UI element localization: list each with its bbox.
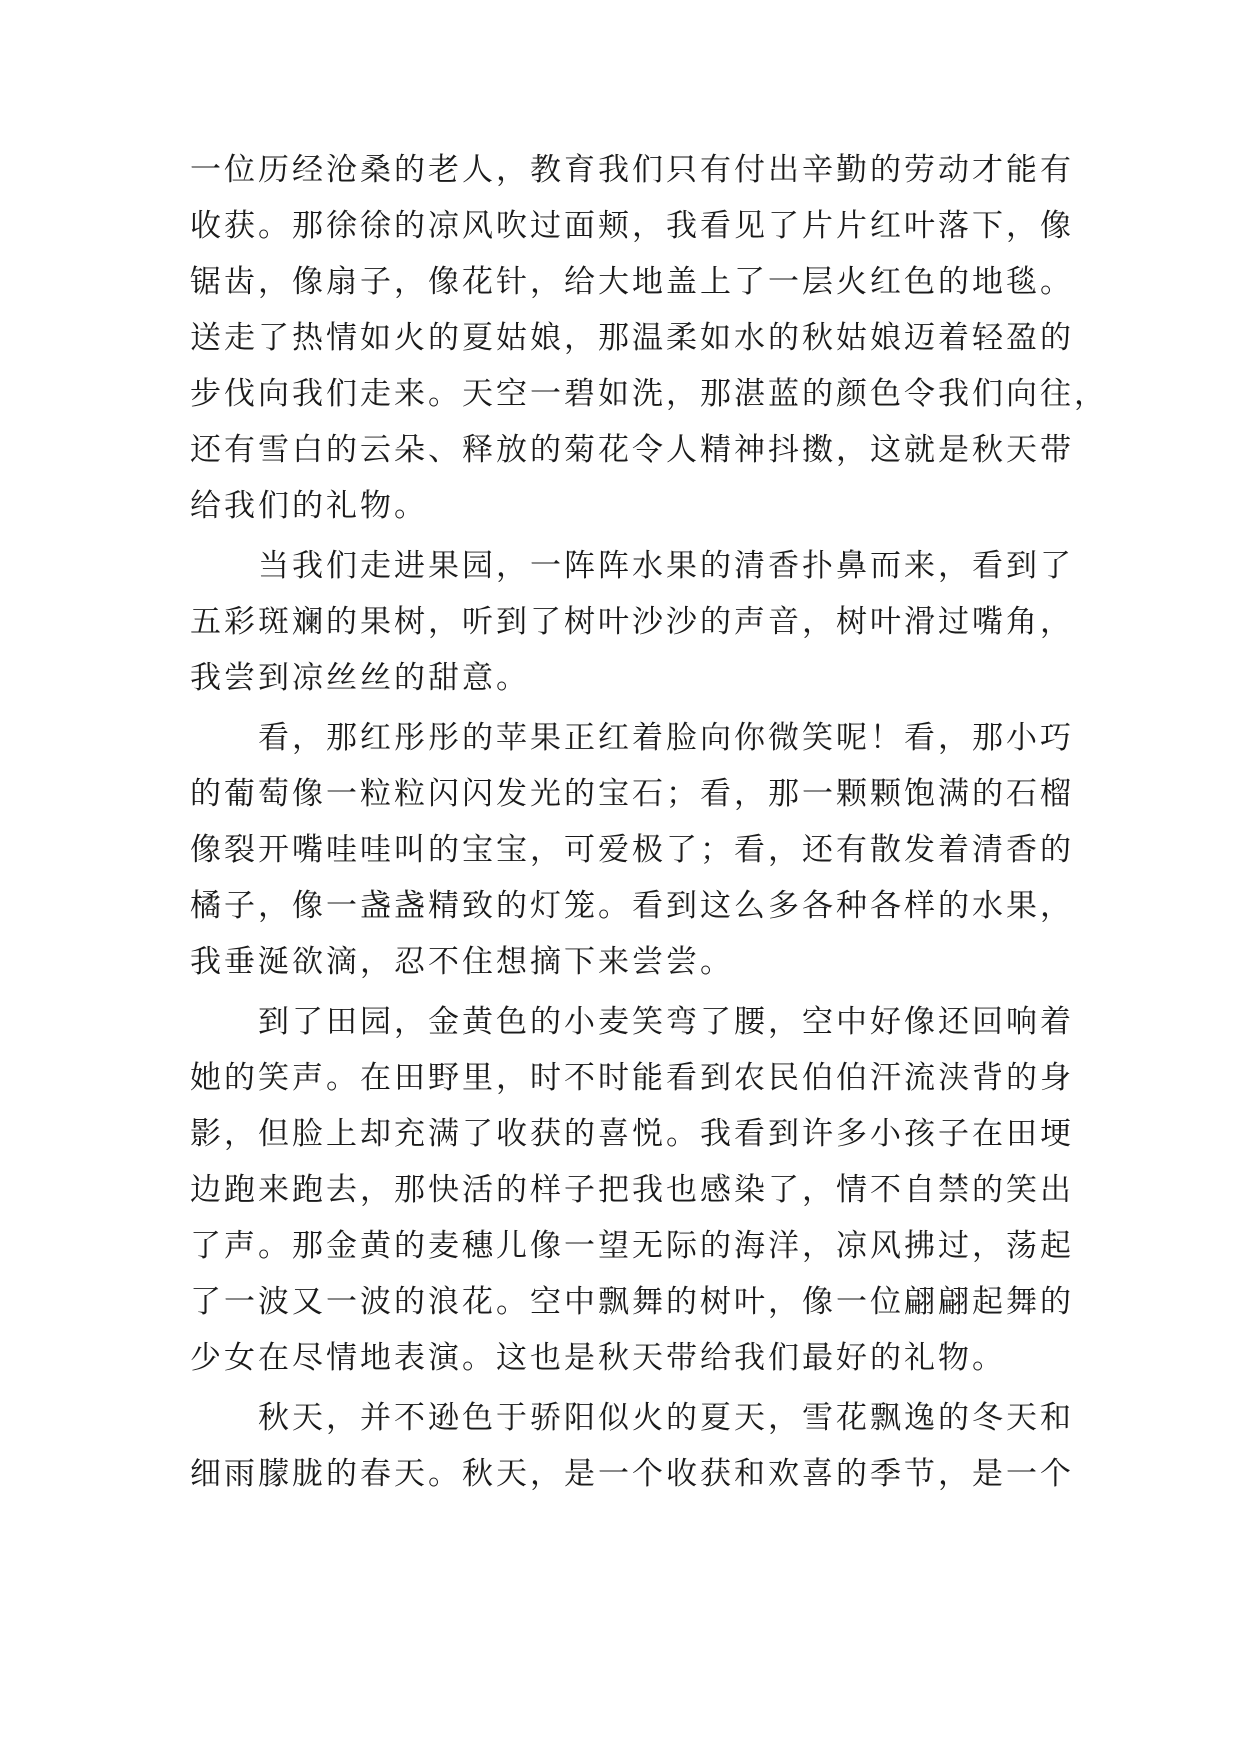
text-line: 了一波又一波的浪花。空中飘舞的树叶，像一位翩翩起舞的 [190,1284,1074,1320]
text-line: 五彩斑斓的果树，听到了树叶沙沙的声音，树叶滑过嘴角， [190,604,1074,640]
text-line: 一位历经沧桑的老人，教育我们只有付出辛勤的劳动才能有 [190,152,1074,188]
text-line: 秋天，并不逊色于骄阳似火的夏天，雪花飘逸的冬天和 [190,1400,1074,1436]
text-line: 的葡萄像一粒粒闪闪发光的宝石；看，那一颗颗饱满的石榴 [190,776,1074,812]
text-line: 影，但脸上却充满了收获的喜悦。我看到许多小孩子在田埂 [190,1116,1074,1152]
text-line: 边跑来跑去，那快活的样子把我也感染了，情不自禁的笑出 [190,1172,1074,1208]
text-line: 橘子，像一盏盏精致的灯笼。看到这么多各种各样的水果， [190,888,1074,924]
text-line: 当我们走进果园，一阵阵水果的清香扑鼻而来，看到了 [190,548,1074,584]
text-line: 锯齿，像扇子，像花针，给大地盖上了一层火红色的地毯。 [190,264,1074,300]
text-line: 我尝到凉丝丝的甜意。 [190,660,530,696]
text-line: 我垂涎欲滴，忍不住想摘下来尝尝。 [190,944,734,980]
text-line: 了声。那金黄的麦穗儿像一望无际的海洋，凉风拂过，荡起 [190,1228,1074,1264]
text-line: 到了田园，金黄色的小麦笑弯了腰，空中好像还回响着 [190,1004,1074,1040]
text-line: 看，那红彤彤的苹果正红着脸向你微笑呢！看，那小巧 [190,720,1074,756]
text-line: 她的笑声。在田野里，时不时能看到农民伯伯汗流浃背的身 [190,1060,1074,1096]
text-line: 还有雪白的云朵、释放的菊花令人精神抖擞，这就是秋天带 [190,432,1074,468]
text-line: 送走了热情如火的夏姑娘，那温柔如水的秋姑娘迈着轻盈的 [190,320,1074,356]
text-line: 少女在尽情地表演。这也是秋天带给我们最好的礼物。 [190,1340,1006,1376]
text-line: 给我们的礼物。 [190,488,428,524]
text-line: 细雨朦胧的春天。秋天，是一个收获和欢喜的季节，是一个 [190,1456,1074,1492]
text-line: 步伐向我们走来。天空一碧如洗，那湛蓝的颜色令我们向往， [190,376,1108,412]
text-line: 像裂开嘴哇哇叫的宝宝，可爱极了；看，还有散发着清香的 [190,832,1074,868]
text-line: 收获。那徐徐的凉风吹过面颊，我看见了片片红叶落下，像 [190,208,1074,244]
